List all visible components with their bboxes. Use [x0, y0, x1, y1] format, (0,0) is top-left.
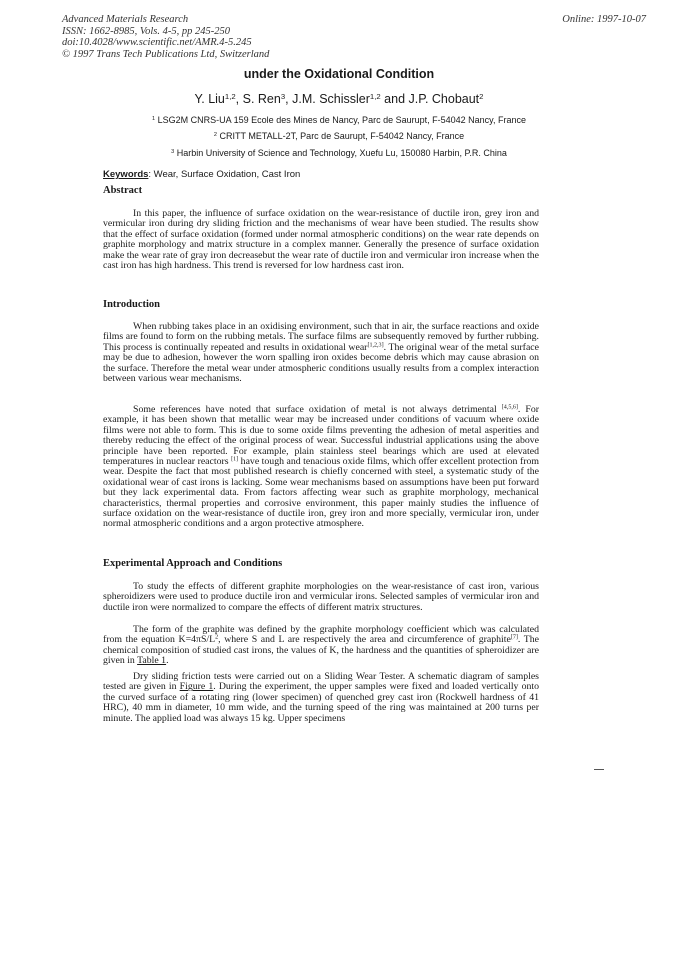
paragraph-text: Some references have noted that surface oxidation of metal is not always detrimental	[133, 404, 502, 415]
affiliation-number: 1	[152, 115, 156, 122]
author-affiliation-mark: 1,2	[224, 91, 236, 101]
keywords-label: Keywords	[103, 169, 149, 180]
affiliation-2	[0, 131, 678, 141]
paragraph-text: , where S and L are respectively the area and circumference of graphite	[218, 634, 511, 646]
paragraph-text: . The original wear of the metal surface may be due to adhesion, however the worn spalling iron oxides become debris which may cause abrasion on the surface. Therefore the metal wear under atmospheric conditions usually results from a complex interaction between various wear mechanisms.	[103, 341, 539, 385]
paragraph-text: .	[166, 655, 169, 667]
citation: [1]	[231, 456, 239, 463]
publication-header	[62, 14, 622, 60]
citation: [1,2,3]	[367, 342, 384, 349]
affiliation-3	[0, 148, 678, 158]
experimental-paragraph-3	[103, 672, 539, 724]
author-name: J.M. Schissler	[292, 92, 370, 106]
paragraph-text: . The chemical composition of studied cast irons, the values of K, the hardness and the quantities of spheroidizer are given in	[103, 634, 539, 667]
experimental-paragraph-2	[103, 625, 539, 667]
margin-dash	[594, 769, 604, 770]
author-name: S. Ren	[242, 92, 281, 106]
affiliation-text: CRITT METALL-2T, Parc de Saurupt, F-54042 Nancy, France	[219, 131, 465, 141]
experimental-heading: Experimental Approach and Conditions	[103, 558, 283, 569]
author-separator: ,	[285, 92, 293, 106]
paragraph-text: . During the experiment, the upper samples were fixed and loaded vertically onto the curved surface of a rotating ring (lower specimen) of quenched grey cast iron (Rockwell hardness of 41 HRC), 40 mm in diameter, 10 mm wide, and the turning speed of the ring was maintained at 200 turns per minute. The applied load was always 15 kg. Upper specimens	[103, 681, 539, 724]
author-separator: ,	[235, 92, 243, 106]
affiliation-text: LSG2M CNRS-UA 159 Ecole des Mines de Nancy, Parc de Saurupt, F-54042 Nancy, France	[157, 115, 526, 125]
author-affiliation-mark: 1,2	[369, 91, 381, 101]
table-1-link[interactable]: Table 1	[137, 655, 167, 667]
superscript: 2	[215, 635, 219, 642]
doi-line: doi:10.4028/www.scientific.net/AMR.4-5.245	[62, 37, 252, 49]
issn-line: ISSN: 1662-8985, Vols. 4-5, pp 245-250	[62, 25, 230, 37]
citation: [7]	[510, 635, 518, 642]
keywords-text: : Wear, Surface Oxidation, Cast Iron	[148, 169, 301, 180]
abstract-heading: Abstract	[103, 185, 143, 196]
abstract-paragraph: In this paper, the influence of surface oxidation on the wear-resistance of ductile iron, grey iron and vermicular iron during dry sliding friction and the mechanisms of wear have been studied. The results show that the effect of surface oxidation (formed under normal atmospheric conditions) on the wear rate depends on graphite morphology and matrix structure in a complex manner. Generally the presence of surface oxidation make the wear rate of gray iron decreasebut the wear rate of ductile iron and vermicular iron increase when the cast iron has high hardness. This trend is reversed for low hardness cast iron.	[103, 208, 539, 272]
paragraph-text: . For example, it has been shown that metallic wear may be increased under conditions of vacuum where oxide films were not able to form. This is due to some oxide films preventing the adhesion of metal asperities and thereby reducing the effect of the original process of wear. Successful industrial applications using the above principle have been reported. For example, plain stainless steel bearings which are used at elevated temperatures in nuclear reactors	[103, 404, 539, 468]
author-affiliation-mark: 3	[280, 91, 286, 101]
figure-1-link[interactable]: Figure 1	[179, 681, 214, 693]
author-list	[0, 92, 678, 106]
paragraph-text: When rubbing takes place in an oxidising environment, such that in air, the surface reactions and oxide films are found to form on the rubbing metals. The surface films are subsequently removed by further rubbing. This process is continually repeated and results in oxidational wear	[103, 321, 539, 353]
introduction-paragraph-2	[103, 405, 539, 530]
author-name: Y. Liu	[194, 92, 225, 106]
paragraph-text: The form of the graphite was defined by the graphite morphology coefficient which was calculated from the equation K=4πS/L	[103, 624, 539, 646]
author-affiliation-mark: 2	[479, 91, 484, 101]
affiliation-number: 2	[213, 131, 217, 138]
introduction-paragraph-1	[103, 322, 539, 384]
affiliation-1	[0, 115, 678, 125]
author-separator: and	[380, 92, 409, 106]
paragraph-text: Dry sliding friction tests were carried out on a Sliding Wear Tester. A schematic diagram of samples tested are given in	[103, 671, 539, 693]
keywords-line	[103, 169, 300, 180]
copyright-line: © 1997 Trans Tech Publications Ltd, Switzerland	[62, 48, 270, 60]
citation: [4,5,6]	[501, 404, 518, 411]
paragraph-text: have tough and tenacious oxide films, which offer excellent protection from wear. Despite the fact that most published research is chiefly concerned with steel, a systematic study of the oxidational wear of cast irons is lacking. Some wear mechanisms based on assumptions have been put forward but they lack experimental data. From factors affecting wear such as graphite morphology, mechanical characteristics, thermal properties and corrosive environment, this paper mainly studies the influence of surface oxidation on the wear-resistance of ductile iron, grey iron and more specially, vermicular iron, under normal atmospheric conditions and a argon protective atmosphere.	[103, 456, 539, 530]
experimental-paragraph-1: To study the effects of different graphite morphologies on the wear-resistance of cast iron, various spheroidizers were used to produce ductile iron and vermicular irons. Selected samples of vermicular iron and ductile iron were normalized to compare the effects of different matrix structures.	[103, 581, 539, 613]
introduction-heading: Introduction	[103, 299, 160, 310]
author-name: J.P. Chobaut	[408, 92, 480, 106]
affiliation-text: Harbin University of Science and Technology, Xuefu Lu, 150080 Harbin, P.R. China	[176, 148, 507, 158]
online-date: Online: 1997-10-07	[562, 14, 646, 25]
journal-name: Advanced Materials Research	[62, 14, 189, 25]
paper-title: under the Oxidational Condition	[243, 67, 435, 81]
affiliation-number: 3	[171, 148, 175, 155]
